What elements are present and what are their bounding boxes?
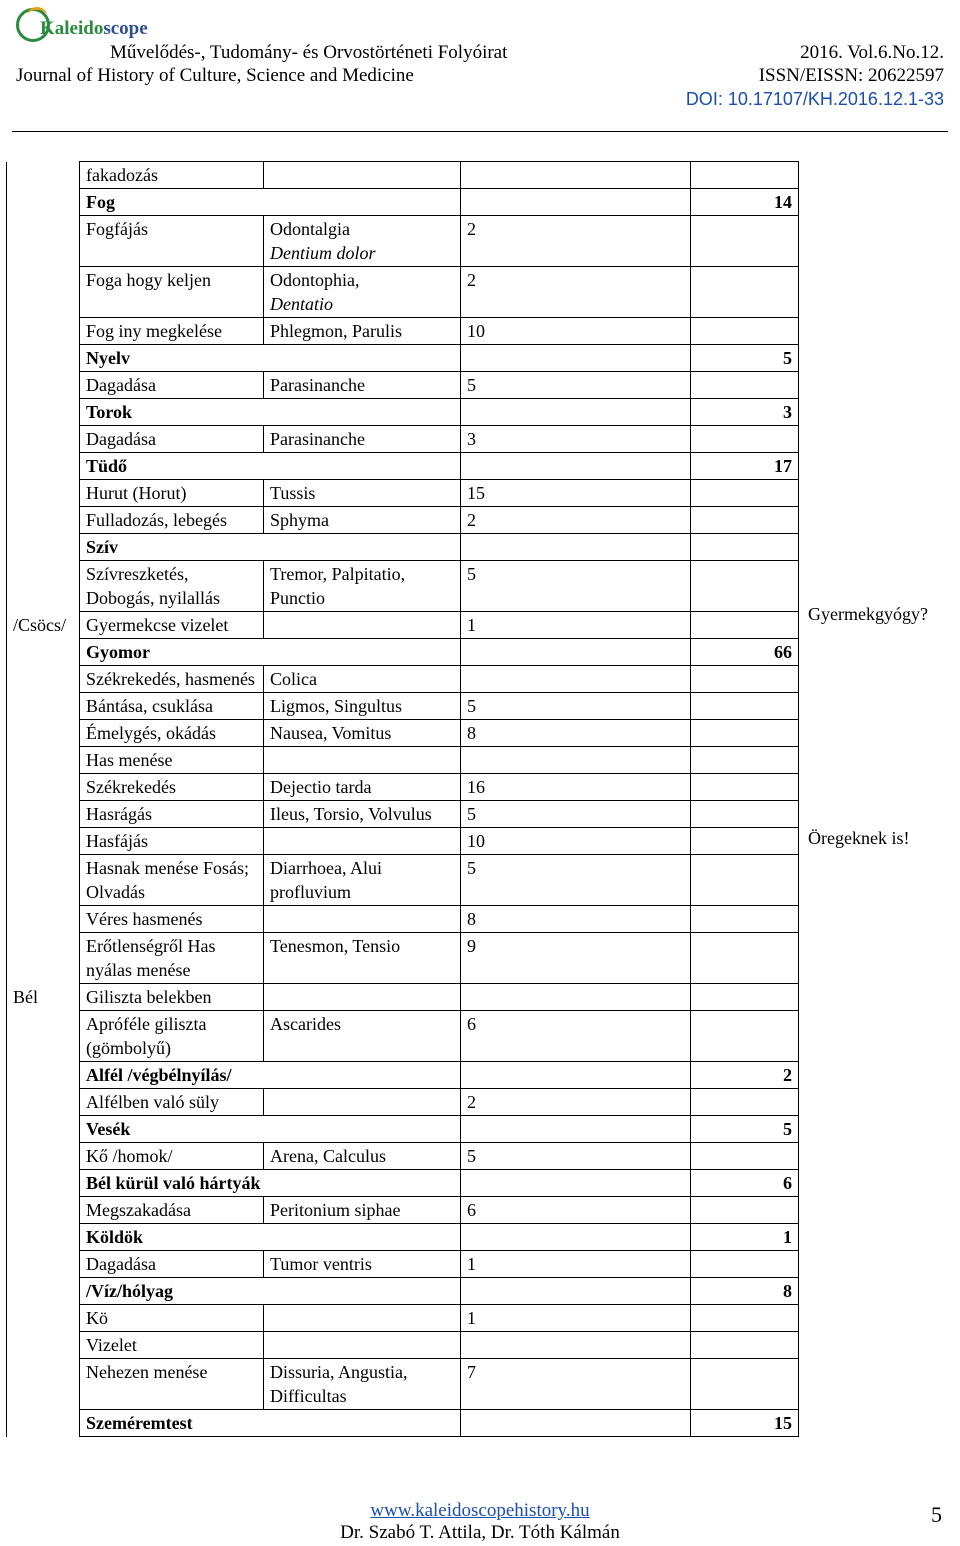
extra-cell	[691, 1011, 799, 1062]
extra-cell	[691, 693, 799, 720]
table-row	[7, 318, 799, 345]
case-count: 15	[461, 480, 691, 507]
category-spacer	[461, 1278, 691, 1305]
category-spacer	[461, 1410, 691, 1437]
extra-cell	[691, 1197, 799, 1224]
latin-term	[264, 774, 461, 801]
hungarian-term: Székrekedés, hasmenés	[80, 666, 264, 693]
hungarian-term: Hasfájás	[80, 828, 264, 855]
case-count: 5	[461, 372, 691, 399]
journal-title-hu: Művelődés-, Tudomány- és Orvostörténeti Folyóirat	[110, 42, 508, 63]
row-group-label	[7, 1251, 80, 1278]
row-group-label	[7, 318, 80, 345]
category-name: Alfél /végbélnyílás/	[80, 1062, 461, 1089]
latin-term-text: Ligmos, Singultus	[270, 696, 403, 716]
hungarian-term: Foga hogy keljen	[80, 267, 264, 318]
latin-term	[264, 507, 461, 534]
case-count: 8	[461, 720, 691, 747]
category-count: 17	[691, 453, 799, 480]
extra-cell	[691, 480, 799, 507]
table-row	[7, 801, 799, 828]
latin-term	[264, 1305, 461, 1332]
case-count	[461, 747, 691, 774]
case-count: 5	[461, 561, 691, 612]
category-row	[7, 534, 799, 561]
hungarian-term: Dagadása	[80, 372, 264, 399]
row-group-label	[7, 561, 80, 612]
row-lead-cell	[7, 1116, 80, 1143]
category-count: 8	[691, 1278, 799, 1305]
row-group-label	[7, 267, 80, 318]
table-row	[7, 828, 799, 855]
hungarian-term: Nehezen menése	[80, 1359, 264, 1410]
category-count: 6	[691, 1170, 799, 1197]
category-spacer	[461, 1116, 691, 1143]
case-count: 9	[461, 933, 691, 984]
extra-cell	[691, 855, 799, 906]
row-lead-cell	[7, 1278, 80, 1305]
category-row	[7, 1170, 799, 1197]
hungarian-term: Dagadása	[80, 1251, 264, 1278]
row-group-label	[7, 1332, 80, 1359]
case-count: 6	[461, 1197, 691, 1224]
latin-term	[264, 801, 461, 828]
latin-term-text: Parasinanche	[270, 429, 365, 449]
category-row	[7, 1278, 799, 1305]
category-name: Torok	[80, 399, 461, 426]
category-row	[7, 399, 799, 426]
page-footer	[0, 1498, 960, 1546]
hungarian-term: Alfélben való süly	[80, 1089, 264, 1116]
latin-term	[264, 1089, 461, 1116]
case-count: 5	[461, 693, 691, 720]
table-row	[7, 1305, 799, 1332]
case-count: 1	[461, 612, 691, 639]
table-row	[7, 1197, 799, 1224]
table-row	[7, 855, 799, 906]
latin-term-text: Phlegmon, Parulis	[270, 321, 403, 341]
table-row	[7, 747, 799, 774]
case-count: 10	[461, 318, 691, 345]
latin-term-text: Nausea, Vomitus	[270, 723, 392, 743]
hungarian-term: Megszakadása	[80, 1197, 264, 1224]
latin-term-text: Tussis	[270, 483, 316, 503]
case-count: 1	[461, 1305, 691, 1332]
extra-cell	[691, 774, 799, 801]
latin-term	[264, 1143, 461, 1170]
hungarian-term: Kö	[80, 1305, 264, 1332]
category-row	[7, 453, 799, 480]
category-count: 15	[691, 1410, 799, 1437]
category-name: Nyelv	[80, 345, 461, 372]
table-row	[7, 906, 799, 933]
latin-term-text: Arena, Calculus	[270, 1146, 386, 1166]
category-name: /Víz/hólyag	[80, 1278, 461, 1305]
extra-cell	[691, 162, 799, 189]
category-name: Szív	[80, 534, 461, 561]
extra-cell	[691, 372, 799, 399]
latin-term-text: Colica	[270, 669, 317, 689]
table-row	[7, 1089, 799, 1116]
hungarian-term: Fulladozás, lebegés	[80, 507, 264, 534]
row-group-label	[7, 720, 80, 747]
journal-title-en: Journal of History of Culture, Science and Medicine	[16, 65, 414, 86]
hungarian-term: Erőtlenségről Has nyálas menése	[80, 933, 264, 984]
latin-term	[264, 162, 461, 189]
case-count	[461, 666, 691, 693]
category-row	[7, 1116, 799, 1143]
category-name: Szeméremtest	[80, 1410, 461, 1437]
row-lead-cell	[7, 1224, 80, 1251]
case-count: 5	[461, 801, 691, 828]
case-count: 3	[461, 426, 691, 453]
latin-term-text: Odontalgia	[270, 219, 350, 239]
row-group-label	[7, 801, 80, 828]
hungarian-term: Fog iny megkelése	[80, 318, 264, 345]
category-count: 66	[691, 639, 799, 666]
row-group-label	[7, 828, 80, 855]
extra-cell	[691, 933, 799, 984]
latin-term-italic: Dentatio	[270, 294, 333, 314]
extra-cell	[691, 318, 799, 345]
authors: Dr. Szabó T. Attila, Dr. Tóth Kálmán	[340, 1522, 620, 1543]
case-count: 2	[461, 267, 691, 318]
case-count: 2	[461, 507, 691, 534]
latin-term-text: Tenesmon, Tensio	[270, 936, 401, 956]
row-group-label	[7, 933, 80, 984]
category-count: 3	[691, 399, 799, 426]
issn-info: ISSN/EISSN: 20622597	[758, 65, 944, 86]
hungarian-term: Apróféle giliszta (gömbolyű)	[80, 1011, 264, 1062]
extra-cell	[691, 426, 799, 453]
hungarian-term: Hasrágás	[80, 801, 264, 828]
extra-cell	[691, 984, 799, 1011]
row-lead-cell	[7, 639, 80, 666]
category-row	[7, 639, 799, 666]
hungarian-term: Giliszta belekben	[80, 984, 264, 1011]
latin-term-text: Parasinanche	[270, 375, 365, 395]
hungarian-term: Hurut (Horut)	[80, 480, 264, 507]
extra-cell	[691, 1332, 799, 1359]
latin-term	[264, 480, 461, 507]
extra-cell	[691, 801, 799, 828]
latin-term-text: Ileus, Torsio, Volvulus	[270, 804, 432, 824]
table-row	[7, 1143, 799, 1170]
table-row	[7, 216, 799, 267]
latin-term	[264, 318, 461, 345]
table-row	[7, 372, 799, 399]
extra-cell	[691, 906, 799, 933]
extra-cell	[691, 828, 799, 855]
row-group-label	[7, 855, 80, 906]
row-group-label	[7, 1089, 80, 1116]
extra-cell	[691, 612, 799, 639]
latin-term	[264, 372, 461, 399]
table-row	[7, 1011, 799, 1062]
table-row	[7, 1332, 799, 1359]
case-count	[461, 984, 691, 1011]
extra-cell	[691, 507, 799, 534]
row-group-label: Bél	[7, 984, 80, 1011]
category-name: Vesék	[80, 1116, 461, 1143]
latin-term-text: Peritonium siphae	[270, 1200, 401, 1220]
table-row	[7, 720, 799, 747]
case-count: 2	[461, 216, 691, 267]
row-group-label	[7, 426, 80, 453]
category-row	[7, 1410, 799, 1437]
case-count: 16	[461, 774, 691, 801]
category-count	[691, 534, 799, 561]
table-row	[7, 561, 799, 612]
hungarian-term: Dagadása	[80, 426, 264, 453]
latin-term	[264, 855, 461, 906]
category-count: 1	[691, 1224, 799, 1251]
latin-term-text: Diarrhoea, Alui profluvium	[270, 858, 382, 902]
category-name: Fog	[80, 189, 461, 216]
category-row	[7, 1224, 799, 1251]
category-spacer	[461, 1062, 691, 1089]
row-lead-cell	[7, 345, 80, 372]
latin-term	[264, 216, 461, 267]
category-row	[7, 345, 799, 372]
category-count: 5	[691, 345, 799, 372]
latin-term-italic: Dentium dolor	[270, 243, 376, 263]
category-count: 5	[691, 1116, 799, 1143]
category-name: Gyomor	[80, 639, 461, 666]
row-group-label	[7, 480, 80, 507]
category-spacer	[461, 534, 691, 561]
logo-text: Kaleidoscope	[40, 18, 148, 39]
hungarian-term: Émelygés, okádás	[80, 720, 264, 747]
extra-cell	[691, 666, 799, 693]
side-note-oregeknek: Öregeknek is!	[808, 828, 910, 848]
latin-term-text: Odontophia,	[270, 270, 360, 290]
row-group-label	[7, 1359, 80, 1410]
row-lead-cell	[7, 1170, 80, 1197]
category-spacer	[461, 189, 691, 216]
case-count	[461, 162, 691, 189]
extra-cell	[691, 1089, 799, 1116]
table-row	[7, 426, 799, 453]
case-count: 5	[461, 855, 691, 906]
category-row	[7, 1062, 799, 1089]
row-lead-cell	[7, 534, 80, 561]
issue-info: 2016. Vol.6.No.12.	[800, 42, 944, 63]
latin-term-text: Tumor ventris	[270, 1254, 372, 1274]
doi-info: DOI: 10.17107/KH.2016.12.1-33	[685, 89, 944, 109]
latin-term	[264, 828, 461, 855]
case-count: 10	[461, 828, 691, 855]
latin-term	[264, 933, 461, 984]
case-count	[461, 1332, 691, 1359]
side-note-gyermekgyogy: Gyermekgyógy?	[808, 604, 928, 624]
latin-term	[264, 1332, 461, 1359]
symptom-table	[6, 161, 799, 1437]
row-group-label	[7, 693, 80, 720]
latin-term	[264, 1359, 461, 1410]
hungarian-term: Véres hasmenés	[80, 906, 264, 933]
latin-term-text: Dissuria, Angustia, Difficultas	[270, 1362, 408, 1406]
table-row	[7, 162, 799, 189]
extra-cell	[691, 720, 799, 747]
row-group-label: /Csöcs/	[7, 612, 80, 639]
row-group-label	[7, 747, 80, 774]
latin-term	[264, 1197, 461, 1224]
case-count: 1	[461, 1251, 691, 1278]
extra-cell	[691, 1359, 799, 1410]
row-group-label	[7, 507, 80, 534]
hungarian-term: fakadozás	[80, 162, 264, 189]
hungarian-term: Fogfájás	[80, 216, 264, 267]
category-count: 14	[691, 189, 799, 216]
row-lead-cell	[7, 399, 80, 426]
case-count: 5	[461, 1143, 691, 1170]
case-count: 6	[461, 1011, 691, 1062]
category-spacer	[461, 1170, 691, 1197]
hungarian-term: Szívreszketés, Dobogás, nyilallás	[80, 561, 264, 612]
latin-term	[264, 1011, 461, 1062]
category-spacer	[461, 453, 691, 480]
website-link[interactable]: www.kaleidoscopehistory.hu	[370, 1500, 590, 1521]
page-header	[0, 0, 960, 140]
extra-cell	[691, 747, 799, 774]
row-group-label	[7, 906, 80, 933]
latin-term	[264, 693, 461, 720]
table-row	[7, 693, 799, 720]
category-count: 2	[691, 1062, 799, 1089]
page-number: 5	[931, 1502, 942, 1527]
latin-term	[264, 1251, 461, 1278]
latin-term-text: Sphyma	[270, 510, 330, 530]
table-row	[7, 1251, 799, 1278]
latin-term	[264, 612, 461, 639]
hungarian-term: Székrekedés	[80, 774, 264, 801]
row-lead-cell	[7, 1062, 80, 1089]
row-group-label	[7, 1305, 80, 1332]
row-group-label	[7, 1011, 80, 1062]
latin-term-text: Dejectio tarda	[270, 777, 372, 797]
case-count: 7	[461, 1359, 691, 1410]
category-name: Tüdő	[80, 453, 461, 480]
table-row	[7, 612, 799, 639]
latin-term-text: Tremor, Palpitatio, Punctio	[270, 564, 406, 608]
extra-cell	[691, 561, 799, 612]
latin-term	[264, 906, 461, 933]
category-name: Köldök	[80, 1224, 461, 1251]
table-row	[7, 666, 799, 693]
latin-term	[264, 666, 461, 693]
extra-cell	[691, 1143, 799, 1170]
latin-term	[264, 561, 461, 612]
latin-term	[264, 984, 461, 1011]
category-spacer	[461, 639, 691, 666]
hungarian-term: Has menése	[80, 747, 264, 774]
row-lead-cell	[7, 453, 80, 480]
latin-term	[264, 720, 461, 747]
case-count: 2	[461, 1089, 691, 1116]
extra-cell	[691, 216, 799, 267]
table-row	[7, 480, 799, 507]
hungarian-term: Gyermekcse vizelet	[80, 612, 264, 639]
header-rule	[12, 131, 948, 132]
row-group-label	[7, 372, 80, 399]
category-spacer	[461, 345, 691, 372]
extra-cell	[691, 267, 799, 318]
row-group-label	[7, 666, 80, 693]
latin-term	[264, 426, 461, 453]
latin-term-text: Ascarides	[270, 1014, 341, 1034]
extra-cell	[691, 1251, 799, 1278]
latin-term	[264, 747, 461, 774]
hungarian-term: Vizelet	[80, 1332, 264, 1359]
row-group-label	[7, 216, 80, 267]
table-row	[7, 267, 799, 318]
case-count: 8	[461, 906, 691, 933]
extra-cell	[691, 1305, 799, 1332]
category-spacer	[461, 399, 691, 426]
table-row	[7, 1359, 799, 1410]
row-lead-cell	[7, 189, 80, 216]
row-group-label	[7, 1143, 80, 1170]
latin-term	[264, 267, 461, 318]
category-name: Bél kürül való hártyák	[80, 1170, 461, 1197]
hungarian-term: Bántása, csuklása	[80, 693, 264, 720]
hungarian-term: Hasnak menése Fosás; Olvadás	[80, 855, 264, 906]
table-row	[7, 984, 799, 1011]
category-spacer	[461, 1224, 691, 1251]
row-group-label	[7, 774, 80, 801]
table-row	[7, 774, 799, 801]
row-group-label	[7, 1197, 80, 1224]
table-row	[7, 507, 799, 534]
row-lead-cell	[7, 1410, 80, 1437]
category-row	[7, 189, 799, 216]
table-row	[7, 933, 799, 984]
row-group-label	[7, 162, 80, 189]
hungarian-term: Kő /homok/	[80, 1143, 264, 1170]
